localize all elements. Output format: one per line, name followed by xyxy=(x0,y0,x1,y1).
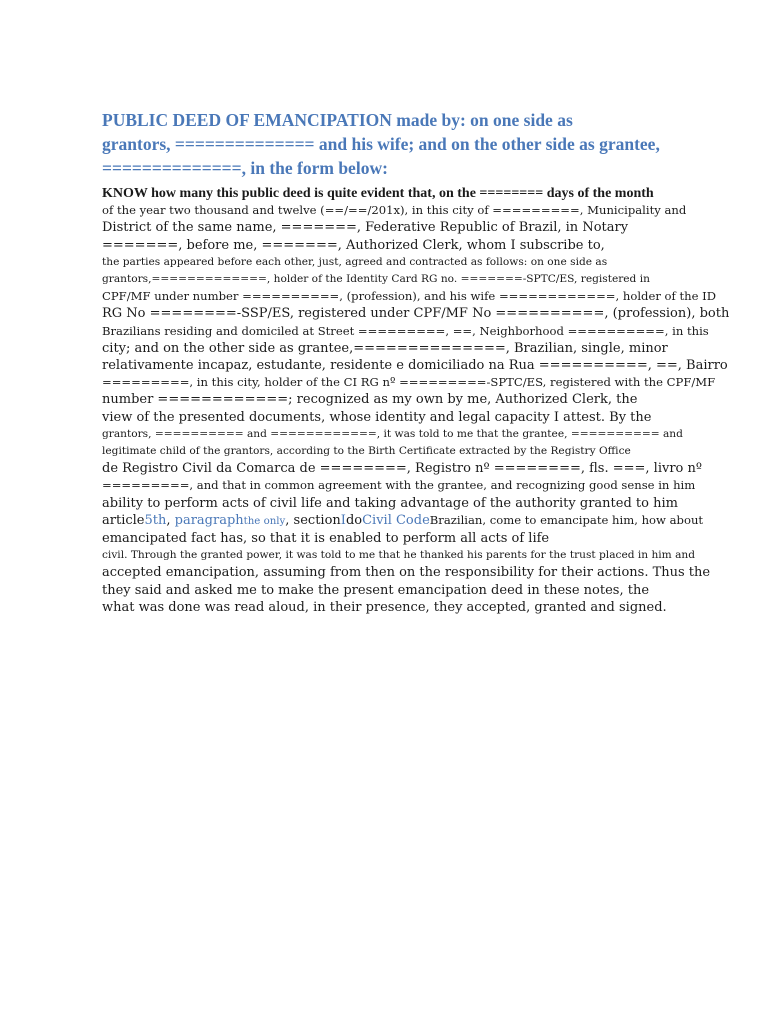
body-line: view of the presented documents, whose identity and legal capacity I attest. By the xyxy=(102,409,652,425)
body-line: city; and on the other side as grantee,==============, Brazilian, single, minor xyxy=(102,340,668,356)
document-body xyxy=(102,185,730,616)
body-line: =========, and that in common agreement with the grantee, and recognizing good sense in him xyxy=(102,478,696,493)
body-line: number ============; recognized as my own by me, Authorized Clerk, the xyxy=(102,392,638,408)
body-line: civil. Through the granted power, it was told to me that he thanked his parents for the trust placed in him and xyxy=(102,549,695,562)
body-line: what was done was read aloud, in their presence, they accepted, granted and signed. xyxy=(102,599,667,615)
body-line: of the year two thousand and twelve (==/==/201x), in this city of =========, Municipality and xyxy=(102,203,687,218)
paragraph-text: paragraph xyxy=(174,512,244,528)
body-line: KNOW how many this public deed is quite evident that, on the ======== days of the month xyxy=(102,186,654,201)
document-title xyxy=(102,108,722,180)
body-line: =======, before me, =======, Authorized Clerk, whom I subscribe to, xyxy=(102,237,605,253)
body-line: they said and asked me to make the present emancipation deed in these notes, the xyxy=(102,582,650,598)
title-line: ==============, in the form below: xyxy=(102,158,388,178)
connector-text: do xyxy=(345,512,363,528)
title-line: grantors, ============== and his wife; and on the other side as grantee, xyxy=(102,134,660,154)
body-line: grantors, ========== and ============, it was told to me that the grantee, ========== and xyxy=(102,427,683,440)
article-tail: Brazilian, come to emancipate him, how about xyxy=(429,512,704,527)
body-line: the parties appeared before each other, just, agreed and contracted as follows: on one side as xyxy=(102,255,608,268)
body-line: District of the same name, =======, Federative Republic of Brazil, in Notary xyxy=(102,220,629,236)
body-line: CPF/MF under number ==========, (profession), and his wife ============, holder of the ID xyxy=(102,289,717,304)
article-text: article xyxy=(102,512,145,528)
body-line: RG No ========-SSP/ES, registered under CPF/MF No ==========, (profession), both xyxy=(102,306,730,322)
section-text: , section xyxy=(285,512,341,528)
body-line: ability to perform acts of civil life and taking advantage of the authority granted to him xyxy=(102,495,678,511)
body-line: emancipated fact has, so that it is enabled to perform all acts of life xyxy=(102,531,550,547)
paragraph-qualifier: the only xyxy=(243,515,286,527)
body-line: accepted emancipation, assuming from then on the responsibility for their actions. Thus the xyxy=(102,565,711,581)
body-line: grantors,=============, holder of the Identity Card RG no. =======-SPTC/ES, registered in xyxy=(102,273,650,286)
body-line: Brazilians residing and domiciled at Street =========, ==, Neighborhood ==========, in this xyxy=(102,323,709,338)
document-page xyxy=(102,108,730,616)
civil-code-text: Civil Code xyxy=(362,512,430,528)
article-line xyxy=(102,512,722,530)
body-line: de Registro Civil da Comarca de ========, Registro nº ========, fls. ===, livro nº xyxy=(102,461,702,477)
body-line: legitimate child of the grantors, according to the Birth Certificate extracted by the Registry Office xyxy=(102,445,631,458)
article-separator: , xyxy=(166,512,175,528)
article-number: 5th xyxy=(144,512,167,528)
section-number: I xyxy=(340,512,346,528)
body-line: relativamente incapaz, estudante, residente e domiciliado na Rua ==========, ==, Bairro xyxy=(102,358,728,374)
body-line: =========, in this city, holder of the CI RG nº =========-SPTC/ES, registered with the CPF/MF xyxy=(102,375,716,390)
title-line: PUBLIC DEED OF EMANCIPATION made by: on one side as xyxy=(102,110,573,130)
